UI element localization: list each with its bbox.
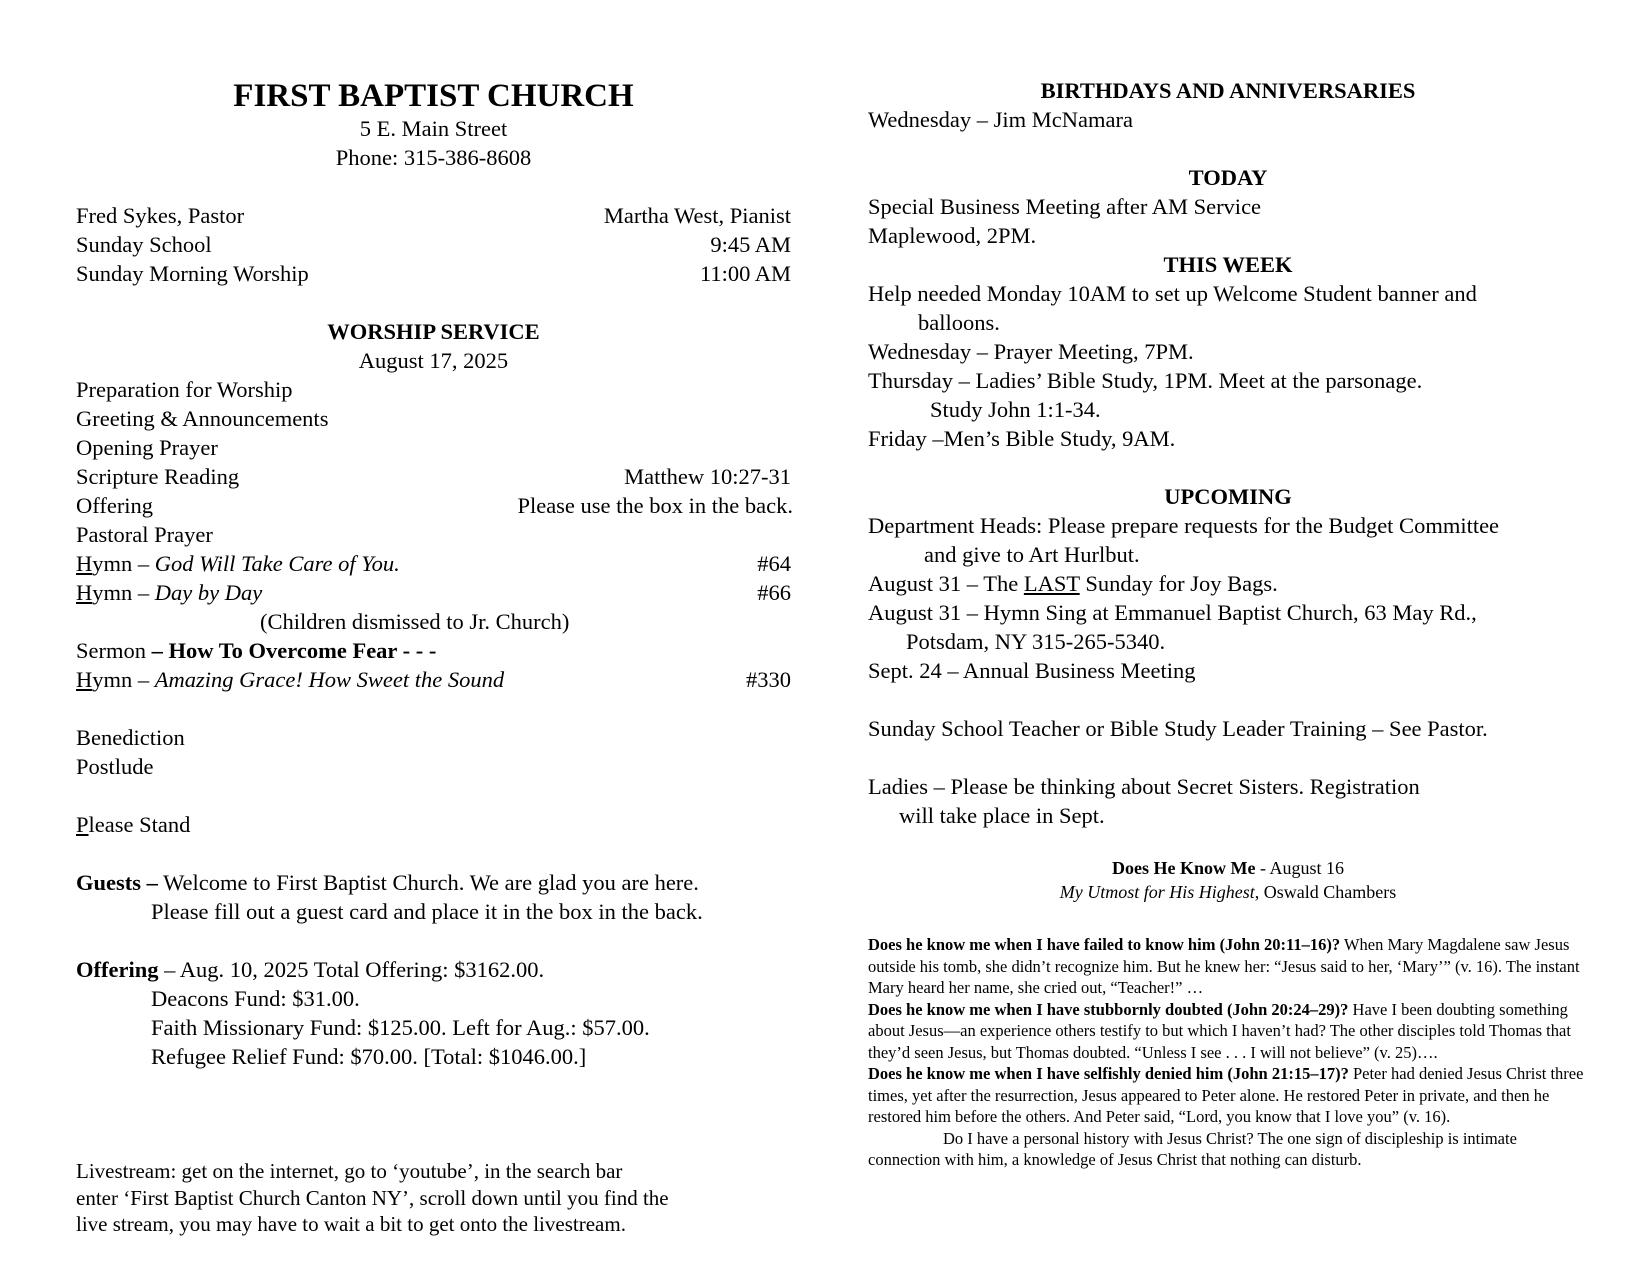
devotional-text: Peter had denied Jesus Christ three times, yet after the resurrection, Jesus appeared to Peter alone. He restored Peter in private, and then he restored him before the others. And Peter said, “Lord, you know that I love you” (v. 16). (868, 1064, 1584, 1126)
hymn-number: #64 (757, 551, 791, 576)
hymn-title: Day by Day (154, 580, 263, 605)
order-hymn-3 (76, 665, 791, 694)
today-title: TODAY (1188, 165, 1268, 190)
this-week-line: balloons. (918, 310, 1000, 335)
devotional-author: , Oswald Chambers (1254, 882, 1397, 902)
order-pastoral-prayer: Pastoral Prayer (76, 522, 213, 547)
this-week-title: THIS WEEK (1163, 252, 1293, 277)
upcoming-line: will take place in Sept. (899, 803, 1105, 828)
upcoming-line: Sunday School Teacher or Bible Study Leader Training – See Pastor. (868, 716, 1488, 741)
hymn-label: ymn – (92, 551, 155, 576)
worship-date: August 17, 2025 (358, 348, 509, 373)
birthdays-title: BIRTHDAYS AND ANNIVERSARIES (1040, 78, 1416, 103)
scripture-label: Scripture Reading (76, 464, 240, 489)
children-dismissed: (Children dismissed to Jr. Church) (260, 609, 570, 634)
stand-text: lease Stand (88, 812, 191, 837)
devotional-question: Does he know me when I have selfishly denied him (John 21:15–17)? (868, 1064, 1349, 1083)
birthday-entry: Wednesday – Jim McNamara (868, 107, 1133, 132)
livestream-line: enter ‘First Baptist Church Canton NY’, scroll down until you find the (76, 1185, 669, 1210)
church-name: FIRST BAPTIST CHURCH (233, 78, 634, 114)
devotional-paragraph (868, 1063, 1586, 1128)
upcoming-line: Ladies – Please be thinking about Secret Sisters. Registration (868, 774, 1420, 799)
guests-line-1 (76, 868, 699, 897)
upcoming-text: Sunday for Joy Bags. (1079, 571, 1278, 596)
stand-marker: H (76, 580, 93, 605)
hymn-label: ymn – (92, 580, 155, 605)
staff-label: Sunday School (76, 232, 212, 257)
stand-marker: H (76, 551, 93, 576)
devotional-question: Does he know me when I have failed to know him (John 20:11–16)? (868, 935, 1341, 954)
staff-row-pastor (76, 201, 791, 230)
devotional-body (868, 934, 1586, 1171)
hymn-title: God Will Take Care of You. (154, 551, 400, 576)
faith-missionary-fund: Faith Missionary Fund: $125.00. Left for Aug.: $57.00. (151, 1015, 650, 1040)
offering-label: Offering (76, 493, 154, 518)
devotional-paragraph (868, 999, 1586, 1064)
refugee-relief-fund: Refugee Relief Fund: $70.00. [Total: $1046.00.] (151, 1044, 587, 1069)
offering-report-line (76, 955, 544, 984)
today-line-1: Special Business Meeting after AM Service (868, 194, 1262, 219)
staff-value: 9:45 AM (710, 232, 791, 257)
sermon-title: – How To Overcome Fear - - - (146, 638, 437, 663)
devotional-book: My Utmost for His Highest (1059, 882, 1255, 902)
offering-report-label: Offering (76, 957, 159, 982)
upcoming-line: August 31 – Hymn Sing at Emmanuel Baptist Church, 63 May Rd., (868, 600, 1477, 625)
this-week-line: Help needed Monday 10AM to set up Welcome Student banner and (868, 281, 1477, 306)
offering-value: Please use the box in the back. (517, 493, 793, 518)
devotional-paragraph: Do I have a personal history with Jesus Christ? The one sign of discipleship is intimate connection with him, a knowledge of Jesus Christ that nothing can disturb. (868, 1128, 1517, 1169)
order-sermon (76, 636, 436, 665)
upcoming-line (868, 569, 1278, 598)
staff-value: 11:00 AM (699, 261, 791, 286)
upcoming-title: UPCOMING (1164, 484, 1292, 509)
hymn-title: Amazing Grace! How Sweet the Sound (154, 667, 505, 692)
guests-line-2: Please fill out a guest card and place it in the box in the back. (151, 899, 703, 924)
livestream-note (76, 1158, 669, 1238)
order-hymn-2 (76, 578, 791, 607)
this-week-line: Wednesday – Prayer Meeting, 7PM. (868, 339, 1194, 364)
devotional-title: Does He Know Me (1112, 858, 1256, 878)
hymn-number: #330 (746, 667, 791, 692)
order-greeting: Greeting & Announcements (76, 406, 329, 431)
guests-label: Guests – (76, 870, 158, 895)
guests-text: Welcome to First Baptist Church. We are glad you are here. (157, 870, 699, 895)
order-scripture (76, 462, 791, 491)
staff-label: Fred Sykes, Pastor (76, 203, 245, 228)
devotional-question: Does he know me when I have stubbornly doubted (John 20:24–29)? (868, 999, 1349, 1019)
today-line-2: Maplewood, 2PM. (868, 223, 1037, 248)
sermon-label: Sermon (76, 638, 146, 663)
upcoming-text: August 31 – The (868, 571, 1024, 596)
upcoming-line: Potsdam, NY 315-265-5340. (906, 629, 1166, 654)
church-phone: Phone: 315-386-8608 (335, 145, 532, 170)
devotional-text: When Mary Magdalene saw Jesus outside his tomb, she didn’t recognize him. But he knew her: “Jesus said to her, ‘Mary’” (v. 16). The instant Mary heard her name, she cried out, “Teacher!” … (868, 935, 1580, 997)
last-emphasis: LAST (1023, 571, 1080, 596)
please-stand-note (76, 810, 190, 839)
order-benediction: Benediction (76, 725, 185, 750)
devotional-paragraph (868, 934, 1586, 999)
devotional-title-line (868, 857, 1588, 880)
offering-report-total: – Aug. 10, 2025 Total Offering: $3162.00. (158, 957, 545, 982)
order-offering (76, 491, 793, 520)
hymn-number: #66 (757, 580, 791, 605)
this-week-line: Friday –Men’s Bible Study, 9AM. (868, 426, 1176, 451)
staff-row-sunday-school (76, 230, 791, 259)
livestream-line: live stream, you may have to wait a bit to get onto the livestream. (76, 1212, 626, 1236)
deacons-fund: Deacons Fund: $31.00. (151, 986, 360, 1011)
this-week-line: Study John 1:1-34. (930, 397, 1101, 422)
hymn-label: ymn – (92, 667, 155, 692)
stand-marker: H (76, 667, 93, 692)
upcoming-line: Department Heads: Please prepare requests for the Budget Committee (868, 513, 1500, 538)
staff-value: Martha West, Pianist (603, 203, 791, 228)
order-postlude: Postlude (76, 754, 154, 779)
devotional-text: Have I been doubting something about Jesus—an experience others testify to but which I haven’t had? The other disciples told Thomas that they’d seen Jesus, but Thomas doubted. “Unless I see . . . I will not believe” (v. 25)…. (868, 999, 1571, 1062)
order-preparation: Preparation for Worship (76, 377, 293, 402)
order-hymn-1 (76, 549, 791, 578)
this-week-line: Thursday – Ladies’ Bible Study, 1PM. Meet at the parsonage. (868, 368, 1423, 393)
worship-title: WORSHIP SERVICE (327, 319, 540, 344)
livestream-line: Livestream: get on the internet, go to ‘youtube’, in the search bar (76, 1159, 623, 1183)
order-opening-prayer: Opening Prayer (76, 435, 218, 460)
upcoming-line: Sept. 24 – Annual Business Meeting (868, 658, 1196, 683)
devotional-date: - August 16 (1255, 858, 1344, 878)
staff-row-worship (76, 259, 791, 288)
church-address: 5 E. Main Street (359, 116, 508, 141)
stand-marker: P (76, 812, 89, 837)
scripture-value: Matthew 10:27-31 (624, 464, 791, 489)
staff-label: Sunday Morning Worship (76, 261, 309, 286)
devotional-source (868, 881, 1588, 904)
upcoming-line: and give to Art Hurlbut. (924, 542, 1140, 567)
